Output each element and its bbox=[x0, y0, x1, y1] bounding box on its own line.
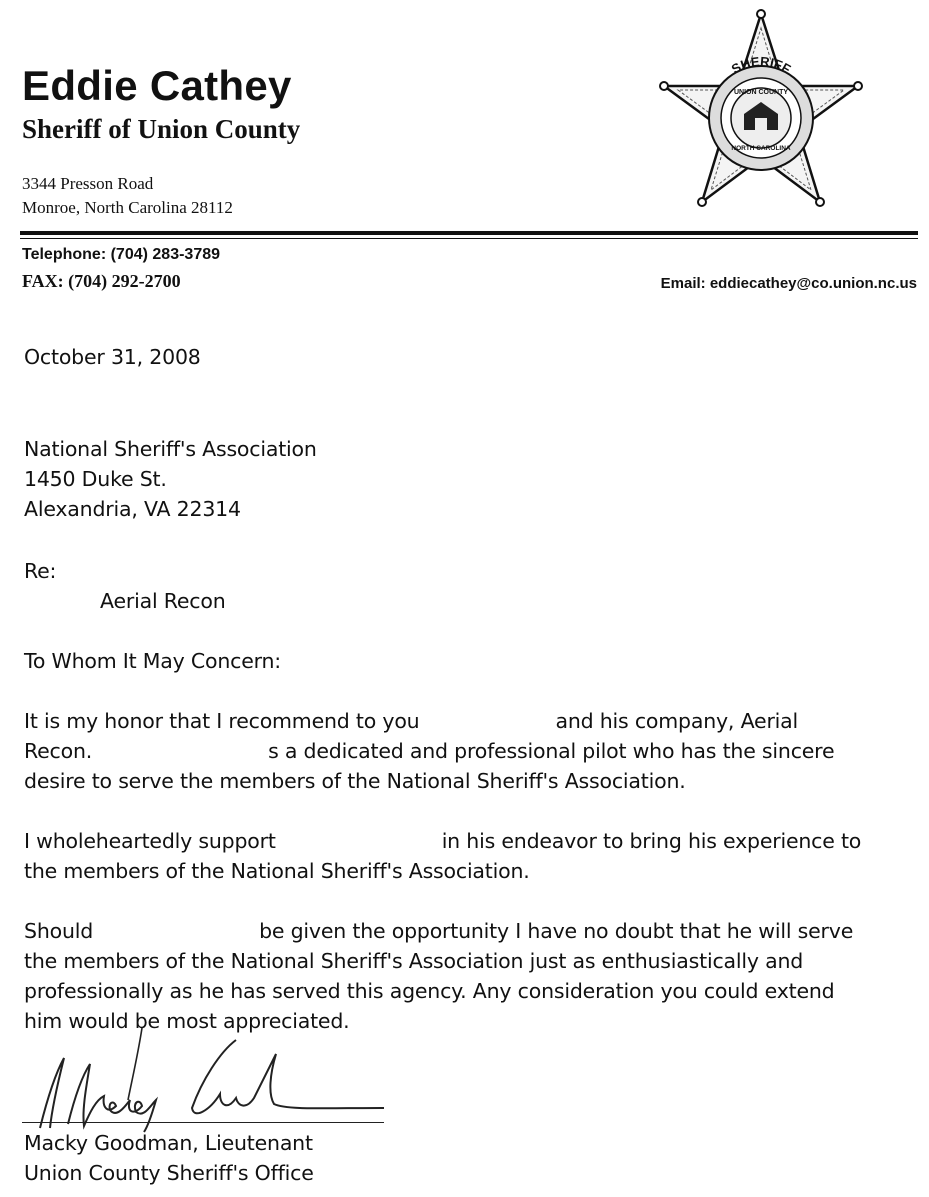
recipient-line-2: 1450 Duke St. bbox=[24, 467, 167, 491]
sheriff-star-badge-icon bbox=[656, 6, 866, 216]
signatory-name: Macky Goodman, Lieutenant bbox=[24, 1131, 313, 1155]
address-line-2: Monroe, North Carolina 28112 bbox=[22, 198, 233, 217]
re-subject: Aerial Recon bbox=[100, 589, 226, 613]
email: Email: eddiecathey@co.union.nc.us bbox=[660, 275, 917, 292]
sheriff-name: Eddie Cathey bbox=[22, 62, 292, 109]
badge-top-text: SHERIFF bbox=[728, 53, 794, 77]
paragraph-2-line-1: I wholeheartedly support in his endeavor to bring his experience to bbox=[24, 829, 862, 853]
paragraph-2-line-2: the members of the National Sheriff's Association. bbox=[24, 859, 530, 883]
address-line-1: 3344 Presson Road bbox=[22, 174, 154, 193]
fax: FAX: (704) 292-2700 bbox=[22, 271, 181, 291]
letter-date: October 31, 2008 bbox=[24, 345, 201, 369]
recipient-line-1: National Sheriff's Association bbox=[24, 437, 317, 461]
paragraph-3-line-1: Should be given the opportunity I have no doubt that he will serve bbox=[24, 919, 854, 943]
sheriff-title: Sheriff of Union County bbox=[22, 114, 301, 144]
paragraph-3-line-3: professionally as he has served this agency. Any consideration you could extend bbox=[24, 979, 835, 1003]
recipient-line-3: Alexandria, VA 22314 bbox=[24, 497, 241, 521]
salutation: To Whom It May Concern: bbox=[24, 649, 281, 673]
badge-bottom-text: NORTH CAROLINA bbox=[731, 145, 791, 152]
signature-line bbox=[22, 1122, 384, 1123]
paragraph-3-line-4: him would be most appreciated. bbox=[24, 1009, 350, 1033]
telephone: Telephone: (704) 283-3789 bbox=[22, 246, 221, 263]
badge-ring-text: UNION COUNTY bbox=[733, 89, 789, 96]
re-label: Re: bbox=[24, 559, 57, 583]
header-rule-thin bbox=[20, 238, 918, 239]
handwritten-signature bbox=[24, 1024, 404, 1134]
paragraph-1-line-2: Recon. s a dedicated and professional pilot who has the sincere bbox=[24, 739, 835, 763]
paragraph-3-line-2: the members of the National Sheriff's Association just as enthusiastically and bbox=[24, 949, 804, 973]
paragraph-1-line-1: It is my honor that I recommend to you and his company, Aerial bbox=[24, 709, 799, 733]
header-rule-thick bbox=[20, 231, 918, 235]
paragraph-1-line-3: desire to serve the members of the National Sheriff's Association. bbox=[24, 769, 686, 793]
signatory-office: Union County Sheriff's Office bbox=[24, 1161, 314, 1185]
